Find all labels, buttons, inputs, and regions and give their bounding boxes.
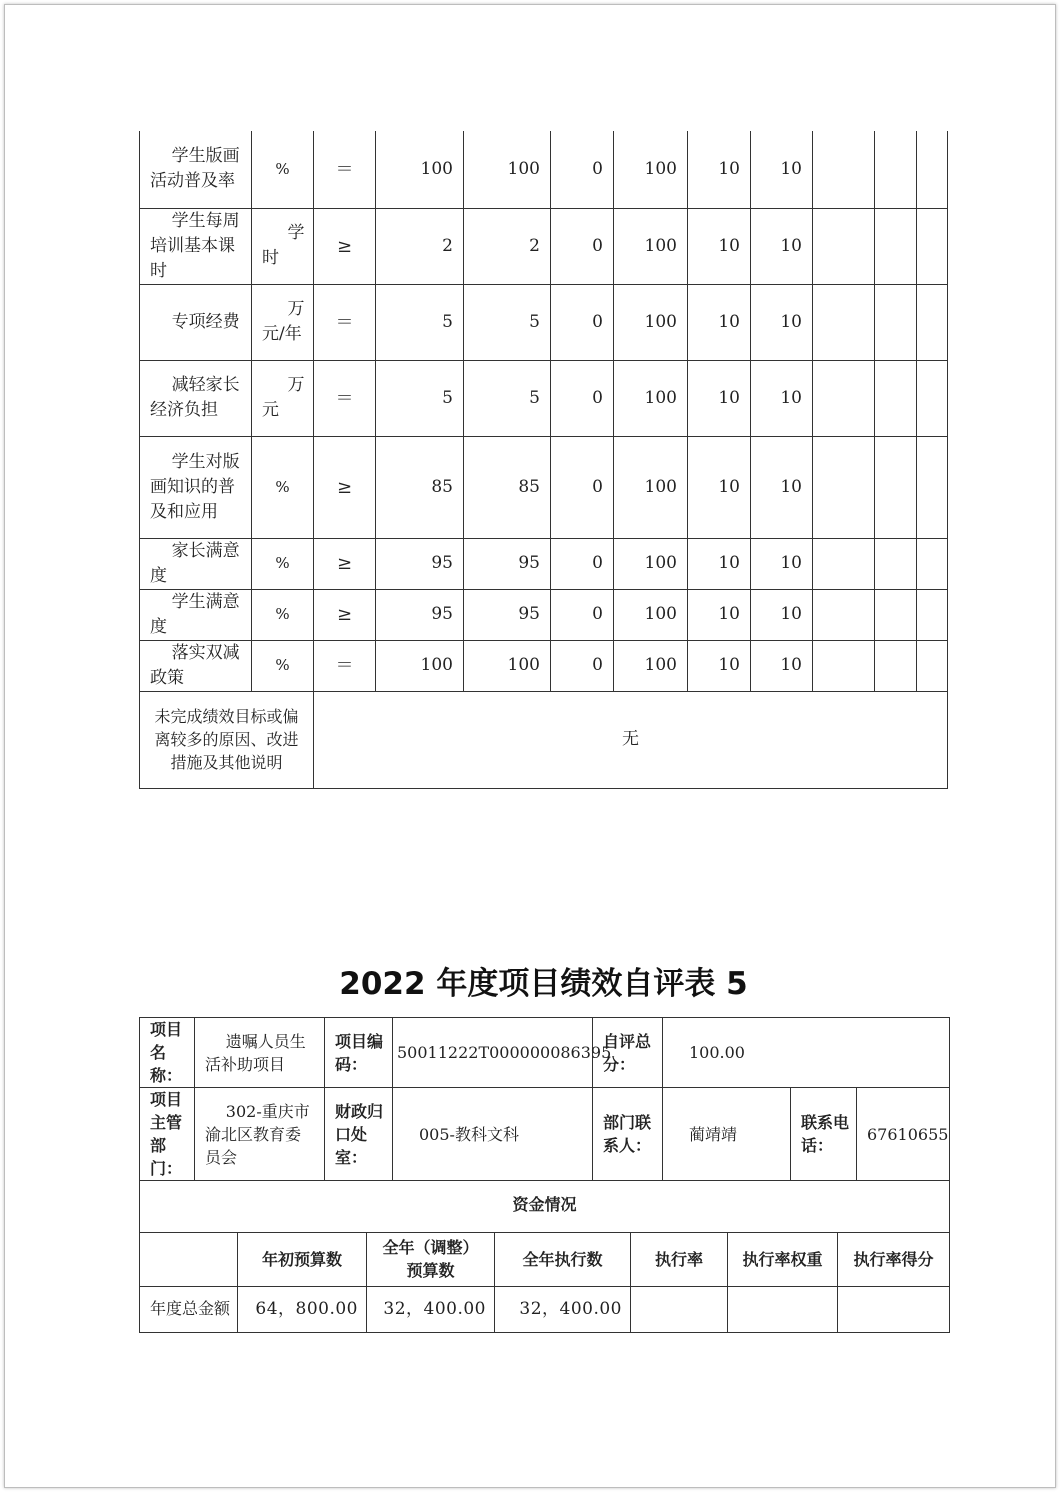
indicator-name: 学生每周培训基本课时 [140, 208, 252, 284]
indicator-weight: 10 [688, 360, 751, 436]
indicator-score: 10 [751, 131, 813, 208]
indicator-empty-cell [917, 131, 948, 208]
project-name-label: 项目名称： [140, 1018, 195, 1088]
indicator-rate: 100 [614, 538, 688, 589]
indicator-rate: 100 [614, 284, 688, 360]
indicator-empty-cell [875, 208, 917, 284]
indicator-operator: ＝ [314, 360, 376, 436]
indicator-empty-cell [875, 589, 917, 640]
project-name-value: 遗嘱人员生活补助项目 [195, 1018, 325, 1088]
funds-row [140, 1286, 950, 1332]
indicator-rate: 100 [614, 131, 688, 208]
phone-label: 联系电话： [791, 1088, 857, 1181]
indicator-empty-cell [917, 284, 948, 360]
self-score-value: 100.00 [663, 1018, 950, 1088]
indicator-empty-cell [917, 208, 948, 284]
indicator-target: 95 [376, 538, 464, 589]
indicator-empty-cell [875, 284, 917, 360]
indicator-name: 专项经费 [140, 284, 252, 360]
indicator-weight: 10 [688, 640, 751, 691]
finance-office-value: 005-教科文科 [393, 1088, 593, 1181]
dept-value: 302-重庆市渝北区教育委员会 [195, 1088, 325, 1181]
funds-adjusted-value: 32，400.00 [367, 1286, 495, 1332]
indicator-empty-cell [813, 131, 875, 208]
indicator-empty-cell [875, 131, 917, 208]
indicator-score: 10 [751, 538, 813, 589]
indicator-empty-cell [813, 589, 875, 640]
indicator-deviation: 0 [551, 284, 614, 360]
indicator-rate: 100 [614, 640, 688, 691]
funds-header-blank [140, 1232, 238, 1286]
indicator-weight: 10 [688, 589, 751, 640]
indicator-rate: 100 [614, 208, 688, 284]
indicator-actual: 100 [464, 640, 551, 691]
indicator-empty-cell [917, 640, 948, 691]
indicator-name: 家长满意度 [140, 538, 252, 589]
indicator-operator: ＝ [314, 640, 376, 691]
indicator-score: 10 [751, 360, 813, 436]
indicator-rate: 100 [614, 360, 688, 436]
indicator-empty-cell [875, 538, 917, 589]
indicator-operator: ≥ [314, 538, 376, 589]
funds-row-label: 年度总金额 [140, 1286, 238, 1332]
indicator-deviation: 0 [551, 538, 614, 589]
notes-value: 无 [314, 691, 948, 788]
indicator-target: 95 [376, 589, 464, 640]
indicator-empty-cell [917, 360, 948, 436]
indicator-row [140, 360, 948, 436]
indicator-unit: % [252, 436, 314, 538]
funds-score-value [838, 1286, 950, 1332]
indicator-deviation: 0 [551, 589, 614, 640]
funds-header-initial: 年初预算数 [238, 1232, 367, 1286]
indicator-score: 10 [751, 436, 813, 538]
indicator-empty-cell [917, 538, 948, 589]
indicator-empty-cell [813, 360, 875, 436]
funds-executed-value: 32，400.00 [495, 1286, 631, 1332]
indicator-empty-cell [813, 538, 875, 589]
indicator-weight: 10 [688, 131, 751, 208]
funds-header-row [140, 1232, 950, 1286]
funds-header-executed: 全年执行数 [495, 1232, 631, 1286]
indicator-weight: 10 [688, 208, 751, 284]
indicator-row [140, 436, 948, 538]
funds-header-adjusted: 全年（调整）预算数 [367, 1232, 495, 1286]
indicator-row [140, 284, 948, 360]
indicator-name: 减轻家长经济负担 [140, 360, 252, 436]
indicator-empty-cell [875, 360, 917, 436]
indicator-empty-cell [813, 640, 875, 691]
indicator-actual: 100 [464, 131, 551, 208]
indicator-target: 2 [376, 208, 464, 284]
indicator-unit: % [252, 589, 314, 640]
contact-label: 部门联系人： [593, 1088, 663, 1181]
indicator-operator: ＝ [314, 284, 376, 360]
indicator-rate: 100 [614, 436, 688, 538]
funds-weight-value [728, 1286, 838, 1332]
funds-header-weight: 执行率权重 [728, 1232, 838, 1286]
indicator-unit: 万元 [252, 360, 314, 436]
notes-label: 未完成绩效目标或偏离较多的原因、改进措施及其他说明 [140, 691, 314, 788]
indicator-score: 10 [751, 208, 813, 284]
indicator-actual: 2 [464, 208, 551, 284]
indicator-actual: 5 [464, 284, 551, 360]
indicator-empty-cell [813, 436, 875, 538]
finance-office-label: 财政归口处室： [325, 1088, 393, 1181]
phone-value: 67610655 [857, 1088, 950, 1181]
indicator-score: 10 [751, 640, 813, 691]
indicator-name: 学生版画活动普及率 [140, 131, 252, 208]
funds-header-score: 执行率得分 [838, 1232, 950, 1286]
indicator-actual: 95 [464, 589, 551, 640]
self-score-label: 自评总分： [593, 1018, 663, 1088]
indicator-unit: 万元/年 [252, 284, 314, 360]
indicator-weight: 10 [688, 538, 751, 589]
indicator-deviation: 0 [551, 208, 614, 284]
indicator-target: 100 [376, 131, 464, 208]
indicator-target: 5 [376, 284, 464, 360]
indicator-empty-cell [875, 436, 917, 538]
indicator-deviation: 0 [551, 640, 614, 691]
indicator-operator: ≥ [314, 208, 376, 284]
indicator-actual: 85 [464, 436, 551, 538]
indicator-target: 100 [376, 640, 464, 691]
indicator-unit: % [252, 640, 314, 691]
indicator-empty-cell [813, 208, 875, 284]
indicator-rate: 100 [614, 589, 688, 640]
indicator-row [140, 131, 948, 208]
indicator-weight: 10 [688, 284, 751, 360]
funds-table [139, 1178, 950, 1333]
indicator-target: 85 [376, 436, 464, 538]
funds-rate-value [631, 1286, 728, 1332]
indicator-empty-cell [917, 589, 948, 640]
indicator-unit: % [252, 538, 314, 589]
project-code-value: 50011222T000000086395 [393, 1018, 593, 1088]
indicator-actual: 5 [464, 360, 551, 436]
indicator-operator: ≥ [314, 436, 376, 538]
indicator-empty-cell [813, 284, 875, 360]
indicator-row [140, 589, 948, 640]
funds-section-title: 资金情况 [140, 1178, 950, 1232]
project-code-label: 项目编码： [325, 1018, 393, 1088]
indicator-row [140, 538, 948, 589]
page-title: 2022 年度项目绩效自评表 5 [339, 966, 748, 1002]
indicator-name: 落实双减政策 [140, 640, 252, 691]
indicator-unit: % [252, 131, 314, 208]
indicator-score: 10 [751, 284, 813, 360]
indicator-deviation: 0 [551, 131, 614, 208]
indicator-operator: ≥ [314, 589, 376, 640]
indicator-table [139, 131, 948, 789]
indicator-score: 10 [751, 589, 813, 640]
indicator-weight: 10 [688, 436, 751, 538]
indicator-name: 学生满意度 [140, 589, 252, 640]
indicator-row [140, 640, 948, 691]
indicator-deviation: 0 [551, 436, 614, 538]
funds-header-rate: 执行率 [631, 1232, 728, 1286]
indicator-row [140, 208, 948, 284]
indicator-empty-cell [917, 436, 948, 538]
funds-initial-value: 64，800.00 [238, 1286, 367, 1332]
contact-value: 蔺靖靖 [663, 1088, 791, 1181]
indicator-empty-cell [875, 640, 917, 691]
dept-label: 项目主管部门： [140, 1088, 195, 1181]
indicator-deviation: 0 [551, 360, 614, 436]
indicator-actual: 95 [464, 538, 551, 589]
indicator-operator: ＝ [314, 131, 376, 208]
indicator-name: 学生对版画知识的普及和应用 [140, 436, 252, 538]
project-info-table [139, 1017, 950, 1181]
indicator-target: 5 [376, 360, 464, 436]
indicator-unit: 学时 [252, 208, 314, 284]
